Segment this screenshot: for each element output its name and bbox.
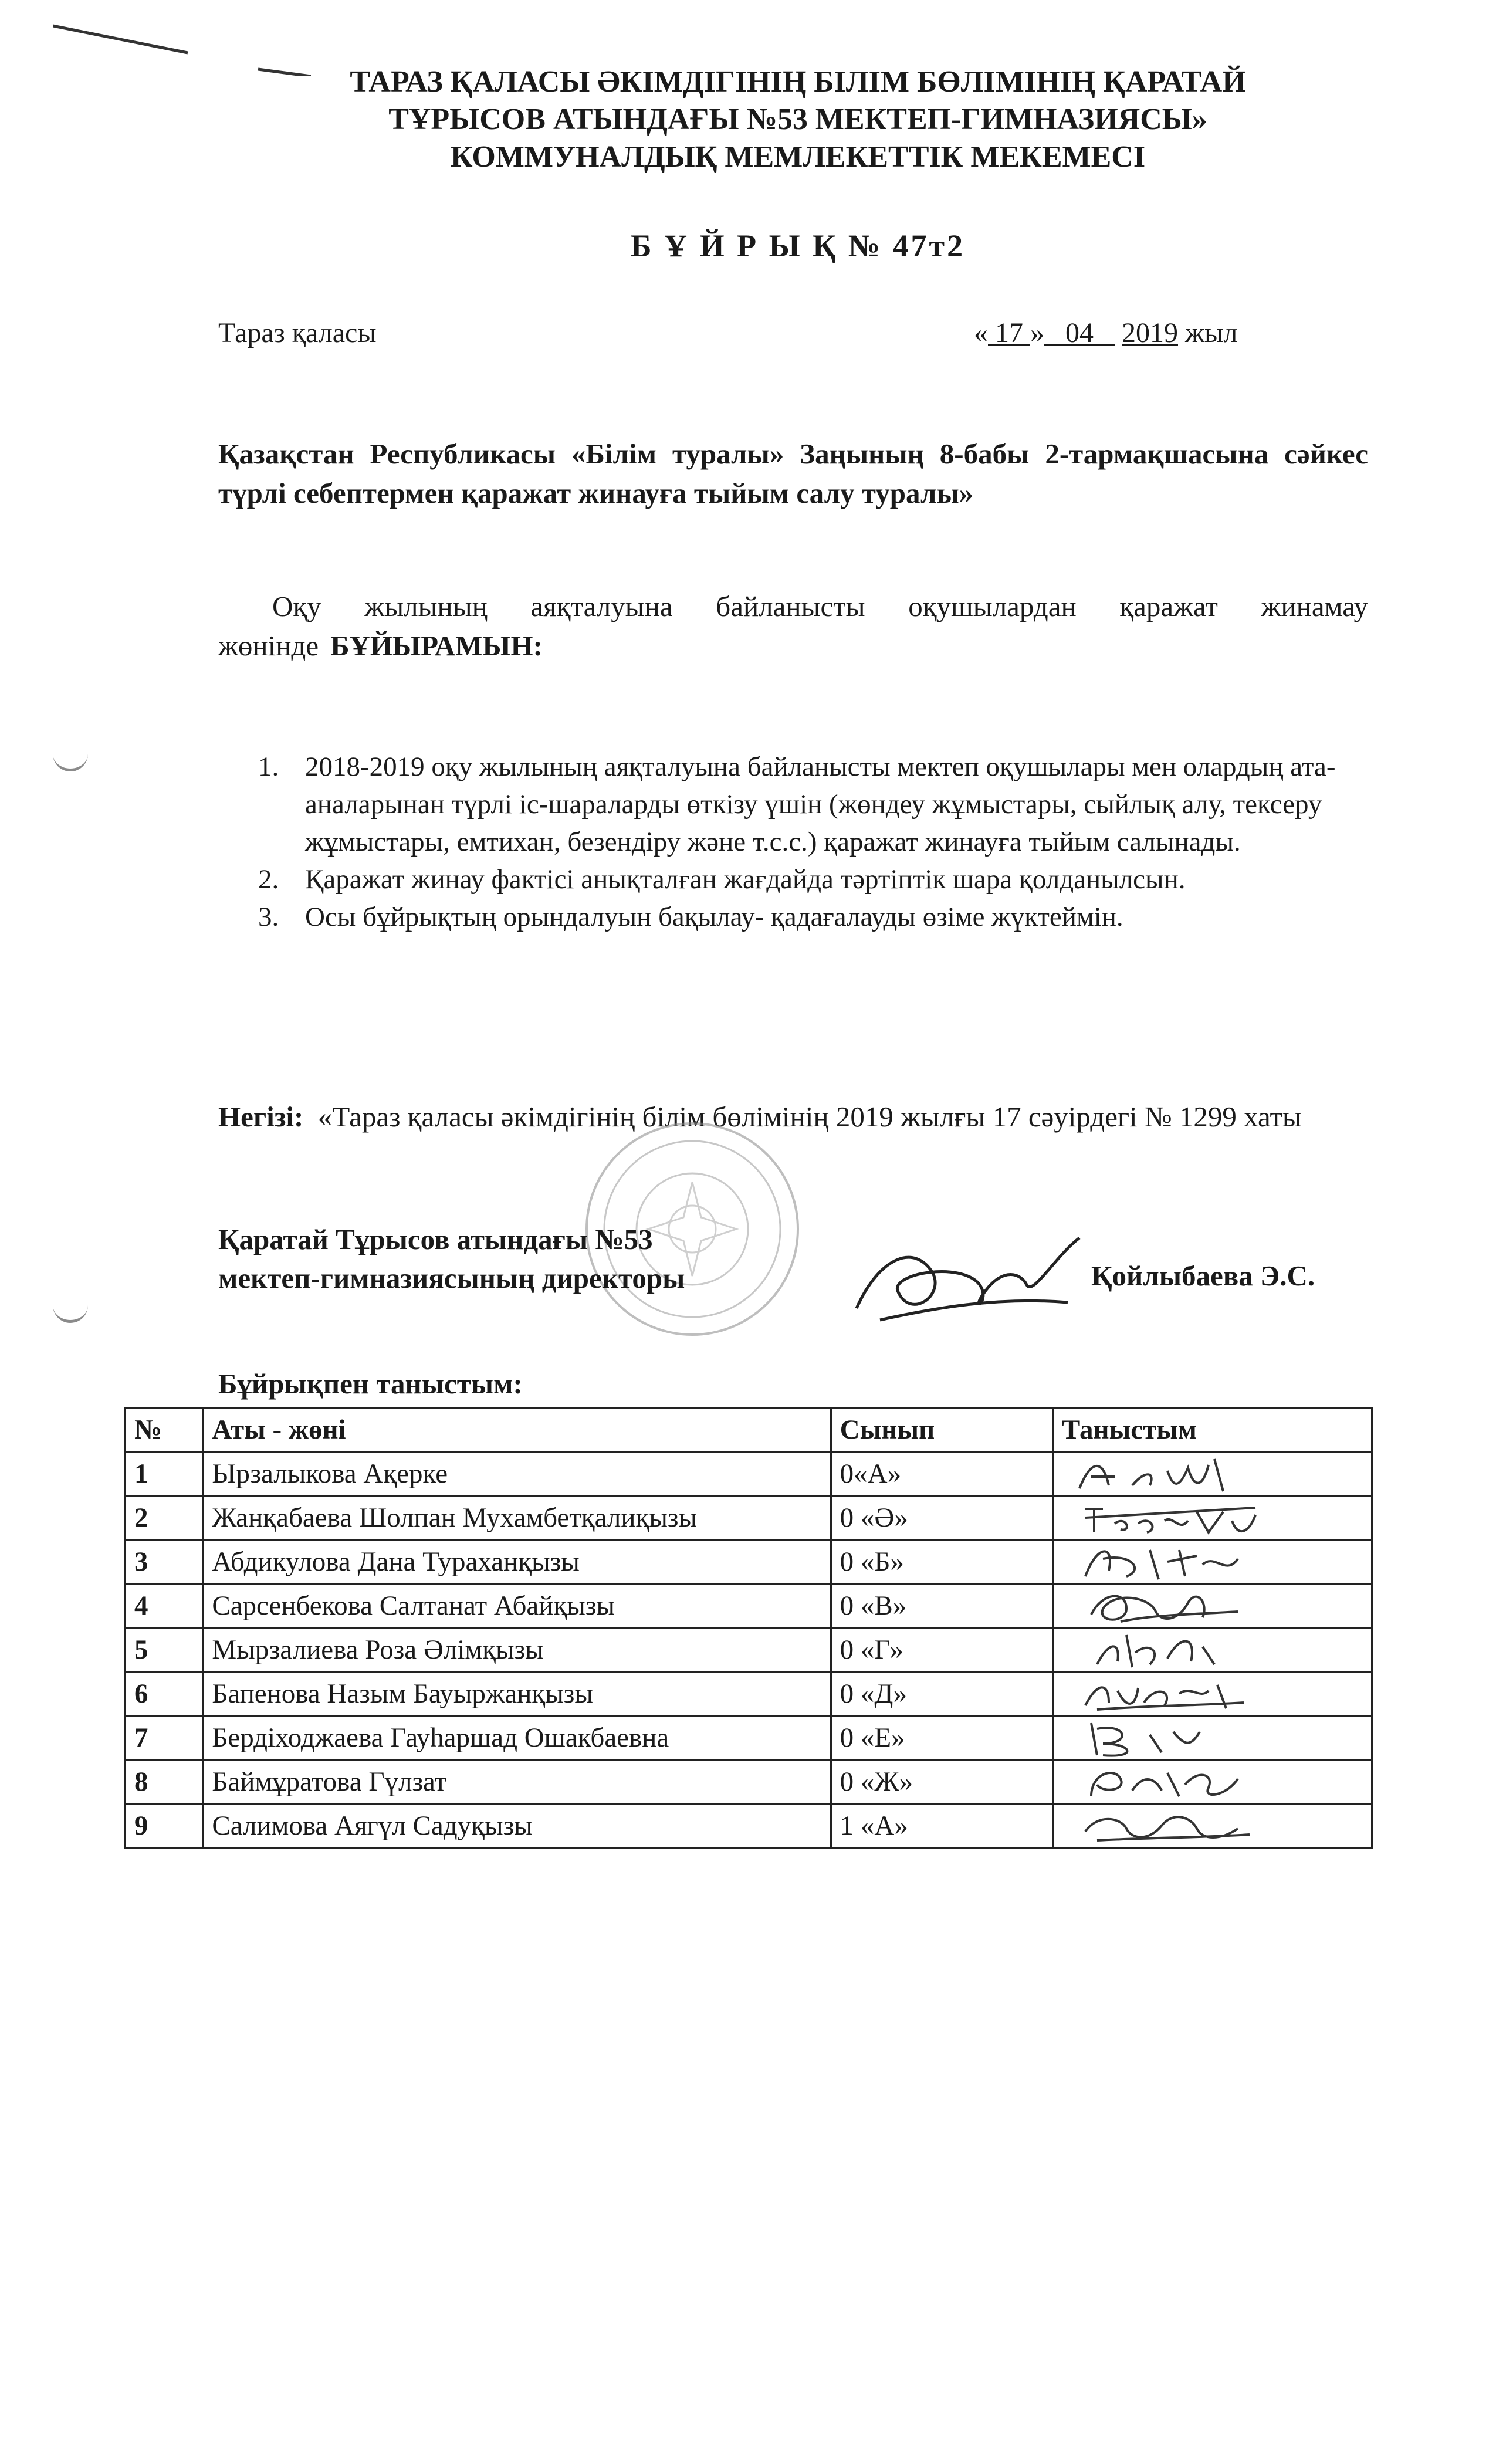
signature-cell (1052, 1496, 1372, 1540)
punch-hole-mark (53, 1302, 88, 1323)
class-name: 0 «В» (831, 1584, 1052, 1628)
date-close-quote: » (1030, 317, 1044, 348)
basis-text: «Тараз қаласы әкімдігінің білім бөлімінің 2019 жылғы 17 сәуірдегі № 1299 хаты (317, 1101, 1302, 1133)
teacher-name: Бердіходжаева Гауһаршад Ошакбаевна (203, 1716, 831, 1760)
date-open-quote: « (974, 317, 988, 348)
teacher-name: Бапенова Назым Бауыржанқызы (203, 1672, 831, 1716)
teacher-name: Сарсенбекова Салтанат Абайқызы (203, 1584, 831, 1628)
director-name: Қойлыбаева Э.С. (1091, 1260, 1315, 1292)
item-text: Осы бұйрықтың орындалуын бақылау- қадағалауды өзіме жүктеймін. (305, 902, 1123, 932)
intro-text: Оқу жылының аяқталуына байланысты оқушылардан қаражат жинамау жөнінде (218, 590, 1368, 662)
signature-cell (1052, 1628, 1372, 1672)
director-signature (845, 1220, 1091, 1338)
signature-cell (1052, 1716, 1372, 1760)
class-name: 0 «Г» (831, 1628, 1052, 1672)
date-suffix: жыл (1178, 317, 1238, 348)
order-item (258, 861, 1361, 898)
item-text: Қаражат жинау фактісі анықталған жағдайда тәртіптік шара қолданылсын. (305, 864, 1186, 895)
handwritten-signature (1062, 1673, 1273, 1714)
director-title (218, 1220, 685, 1298)
handwritten-signature (1062, 1761, 1273, 1802)
class-name: 0 «Ә» (831, 1496, 1052, 1540)
order-items (258, 748, 1361, 936)
header-line: ТАРАЗ ҚАЛАСЫ ӘКІМДІГІНІҢ БІЛІМ БӨЛІМІНІҢ ҚАРАТАЙ (350, 65, 1246, 99)
handwritten-signature (1062, 1717, 1273, 1758)
row-number: 2 (126, 1496, 203, 1540)
teacher-name: Баймұратова Гүлзат (203, 1760, 831, 1804)
signature-cell (1052, 1584, 1372, 1628)
class-name: 0 «Ж» (831, 1760, 1052, 1804)
item-number: 3. (258, 902, 279, 932)
item-number: 1. (258, 752, 279, 782)
punch-hole-mark (53, 751, 88, 771)
acknowledgement-label: Бұйрықпен таныстым: (218, 1368, 523, 1400)
class-name: 0«А» (831, 1452, 1052, 1496)
director-line: мектеп-гимназиясының директоры (218, 1262, 685, 1294)
class-name: 0 «Е» (831, 1716, 1052, 1760)
order-item (258, 898, 1361, 936)
teacher-name: Жанқабаева Шолпан Мухамбетқалиқызы (203, 1496, 831, 1540)
item-text: 2018-2019 оқу жылының аяқталуына байланысты мектеп оқушылары мен олардың ата-аналарынан түрлі іс-шараларды өткізу үшін (жөндеу жұмыстары, сыйлық алу, тексеру жұмыстары, емтихан, безендіру және т.с.с.) қаражат жинауға тыйым салынады. (305, 752, 1336, 857)
intro-paragraph (218, 587, 1368, 665)
signature-cell (1052, 1540, 1372, 1584)
place: Тараз қаласы (218, 317, 377, 348)
table-row (126, 1672, 1372, 1716)
acknowledgement-table (124, 1407, 1373, 1849)
item-number: 2. (258, 864, 279, 895)
handwritten-signature (1062, 1541, 1273, 1582)
signature-cell (1052, 1452, 1372, 1496)
teacher-name: Абдикулова Дана Тураханқызы (203, 1540, 831, 1584)
institution-header (223, 63, 1373, 176)
date-year: 2019 (1122, 317, 1178, 348)
handwritten-signature (1062, 1497, 1273, 1538)
row-number: 8 (126, 1760, 203, 1804)
teacher-name: Мырзалиева Роза Әлімқызы (203, 1628, 831, 1672)
table-row (126, 1716, 1372, 1760)
header-line: КОММУНАЛДЫҚ МЕМЛЕКЕТТІК МЕКЕМЕСІ (450, 140, 1146, 174)
column-header: № (126, 1408, 203, 1452)
director-line: Қаратай Тұрысов атындағы №53 (218, 1223, 653, 1255)
row-number: 1 (126, 1452, 203, 1496)
order-subject: Қазақстан Республикасы «Білім туралы» Заңының 8-бабы 2-тармақшасына сәйкес түрлі себептермен қаражат жинауға тыйым салу туралы» (218, 438, 1368, 509)
basis-label: Негізі: (218, 1101, 304, 1133)
handwritten-signature (1062, 1629, 1273, 1670)
handwritten-signature (1062, 1453, 1273, 1494)
handwritten-signature (1062, 1805, 1273, 1846)
handwritten-signature (1062, 1585, 1273, 1626)
column-header: Аты - жөні (203, 1408, 831, 1452)
table-header-row (126, 1408, 1372, 1452)
table-row (126, 1628, 1372, 1672)
table-row (126, 1540, 1372, 1584)
order-title: Б Ұ Й Р Ы Қ № 47т2 (630, 228, 966, 263)
signature-cell (1052, 1672, 1372, 1716)
row-number: 6 (126, 1672, 203, 1716)
table-row (126, 1760, 1372, 1804)
row-number: 9 (126, 1804, 203, 1848)
class-name: 0 «Д» (831, 1672, 1052, 1716)
date-month: 04 (1044, 317, 1115, 348)
date-day: 17 (988, 317, 1030, 348)
table-row (126, 1452, 1372, 1496)
order-item (258, 748, 1361, 861)
table-row (126, 1496, 1372, 1540)
teacher-name: Салимова Аягүл Садуқызы (203, 1804, 831, 1848)
intro-command: БҰЙЫРАМЫН: (330, 629, 543, 662)
table-row (126, 1584, 1372, 1628)
signature-cell (1052, 1804, 1372, 1848)
row-number: 4 (126, 1584, 203, 1628)
column-header: Таныстым (1052, 1408, 1372, 1452)
row-number: 3 (126, 1540, 203, 1584)
class-name: 0 «Б» (831, 1540, 1052, 1584)
row-number: 7 (126, 1716, 203, 1760)
order-date (974, 317, 1237, 349)
column-header: Сынып (831, 1408, 1052, 1452)
table-row (126, 1804, 1372, 1848)
teacher-name: Ырзалыкова Ақерке (203, 1452, 831, 1496)
signature-cell (1052, 1760, 1372, 1804)
header-line: ТҰРЫСОВ АТЫНДАҒЫ №53 МЕКТЕП-ГИМНАЗИЯСЫ» (388, 103, 1207, 136)
class-name: 1 «А» (831, 1804, 1052, 1848)
row-number: 5 (126, 1628, 203, 1672)
